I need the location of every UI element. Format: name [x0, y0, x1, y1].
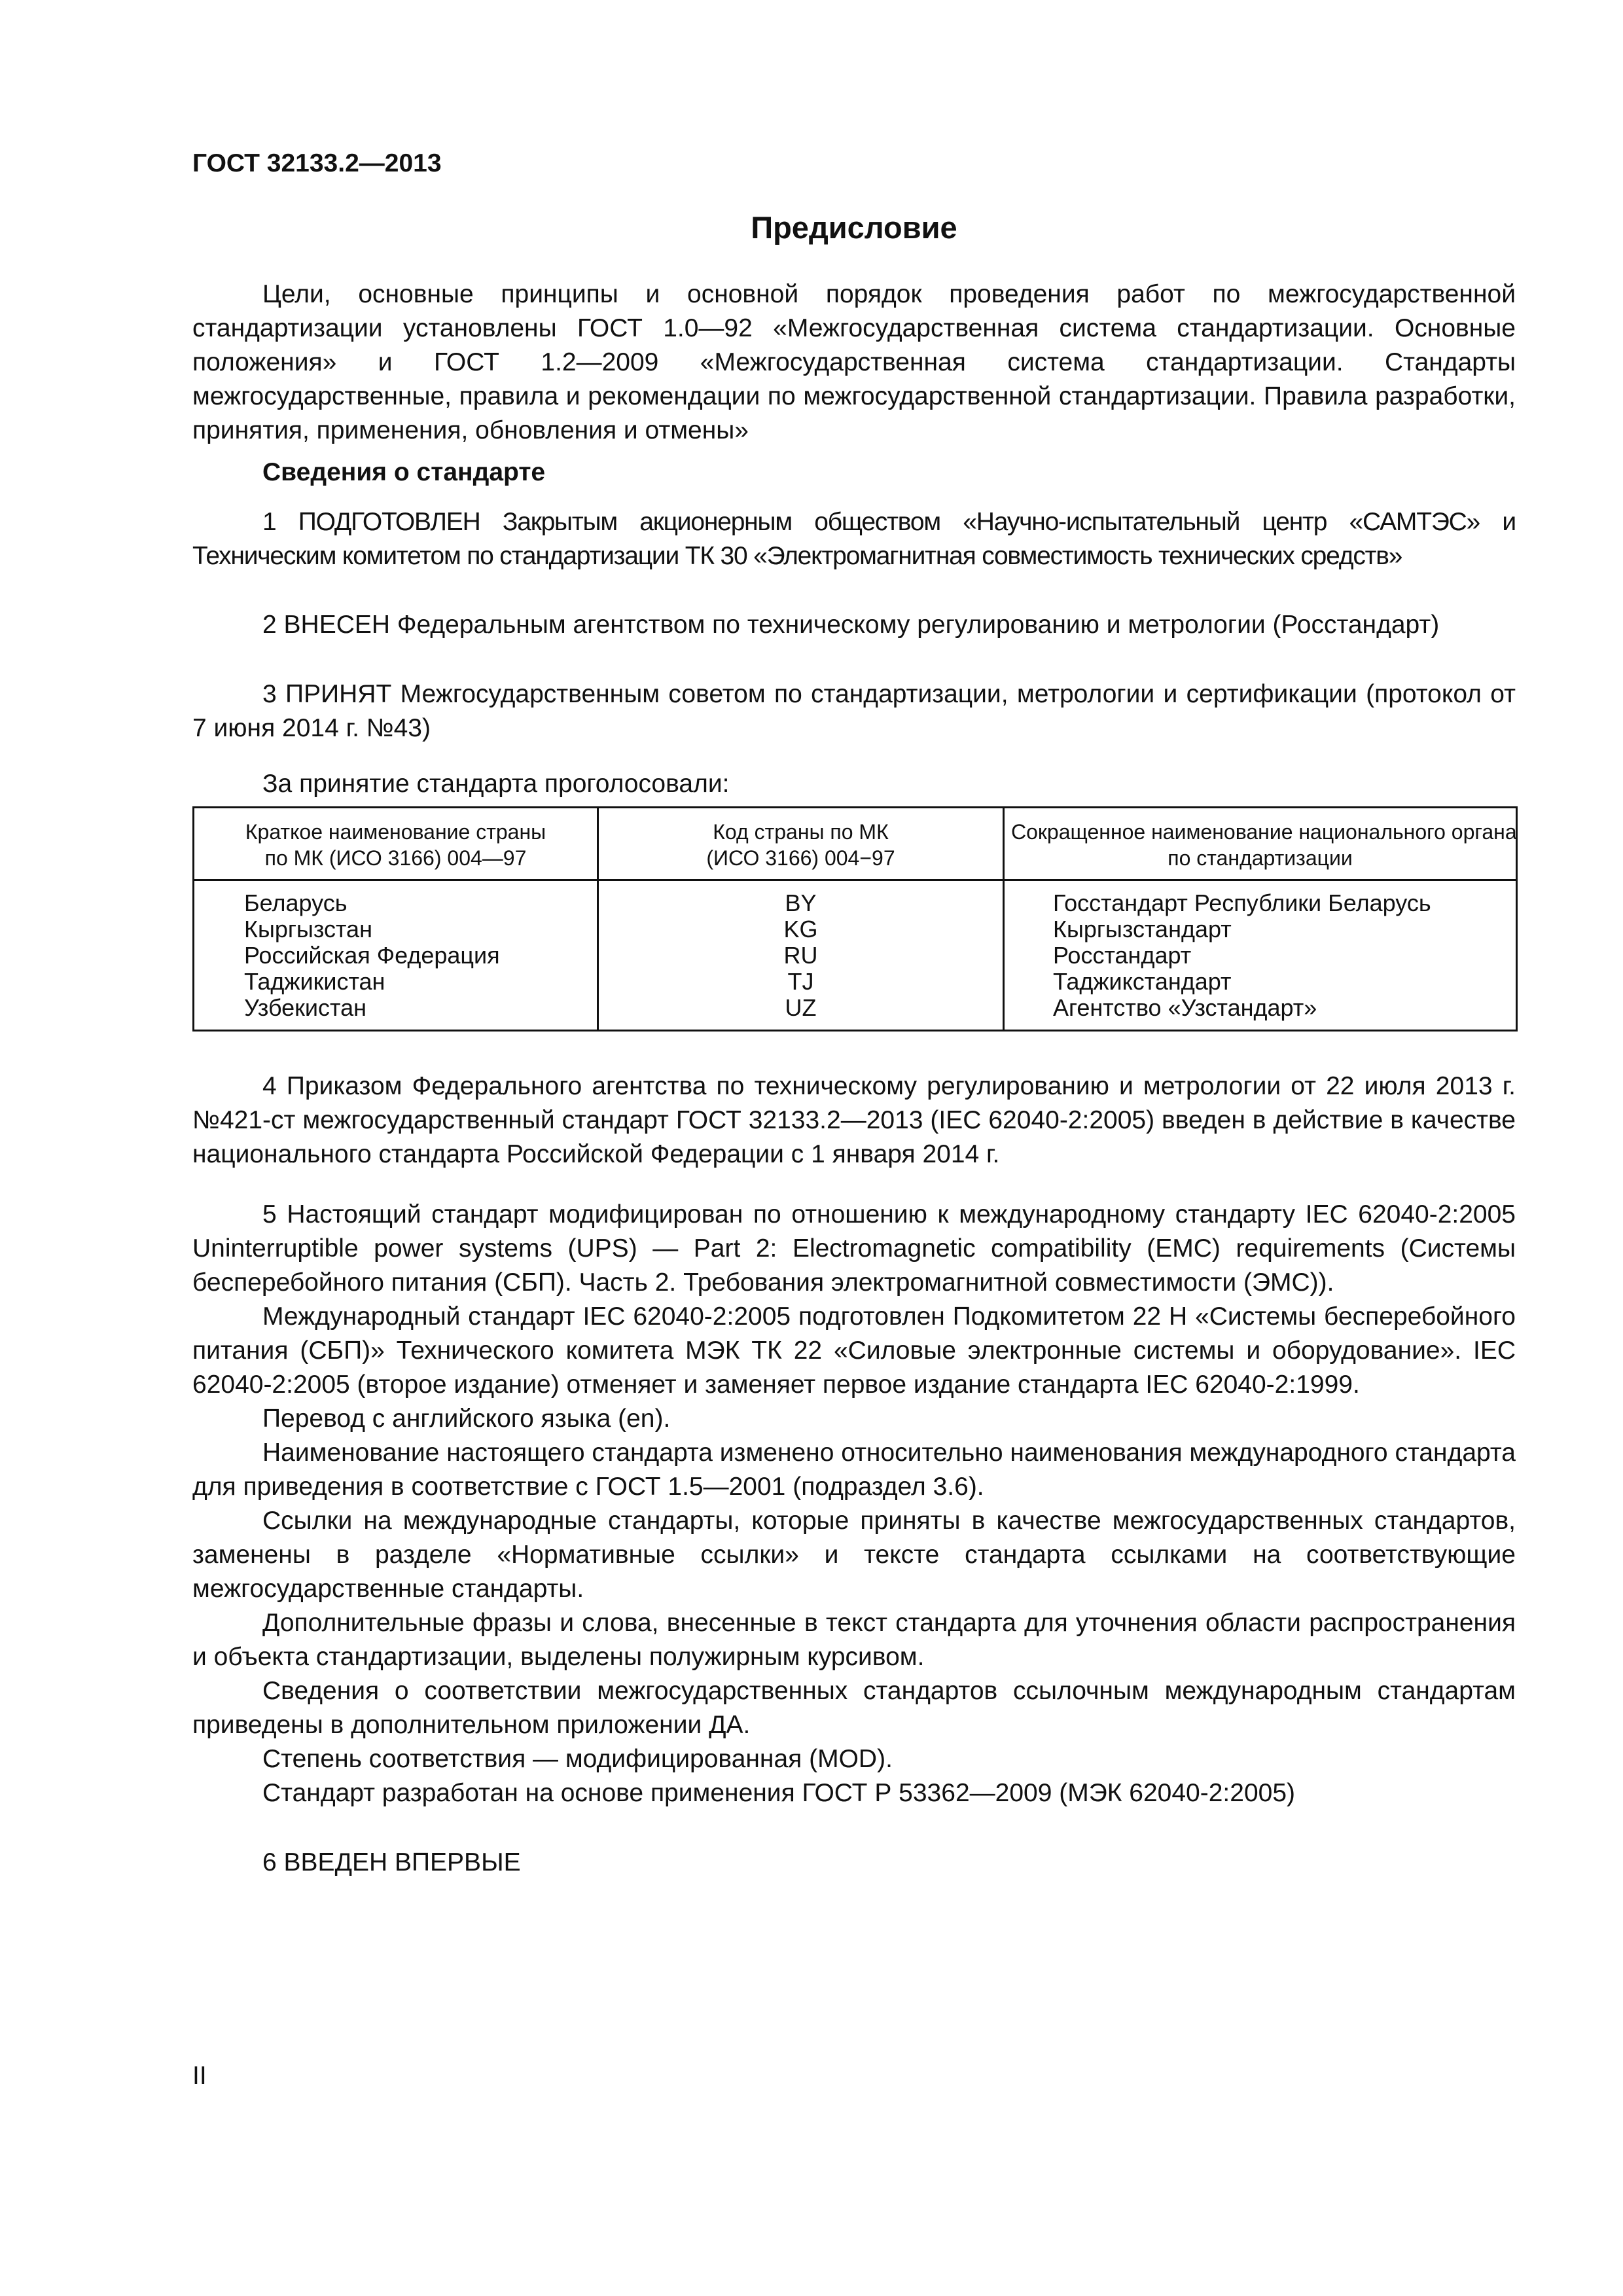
country-cell: Узбекистан: [244, 994, 367, 1021]
item-2-text: 2 ВНЕСЕН Федеральным агентством по техническому регулированию и метрологии (Росстандарт): [262, 611, 1440, 639]
code-cell: RU: [783, 942, 818, 969]
item-5-paragraph: Ссылки на международные стандарты, которые приняты в качестве межгосударственных стандартов, заменены в разделе «Нормативные ссылки» и тексте стандарта ссылками на соответствующие межгосударственные стандарты.: [192, 1507, 1516, 1603]
vote-intro: [192, 767, 1516, 801]
item-5: [192, 1198, 1516, 1810]
vote-intro-text: За принятие стандарта проголосовали:: [262, 770, 730, 798]
code-cell: UZ: [785, 994, 817, 1021]
item-3-text: 3 ПРИНЯТ Межгосударственным советом по стандартизации, метрологии и сертификации (протокол от 7 июня 2014 г. №43): [192, 680, 1516, 742]
code-column: [598, 880, 1004, 1031]
country-column: [194, 880, 598, 1031]
header-body: Сокращенное наименование национального органа по стандартизации: [1004, 808, 1517, 880]
code-cell: TJ: [787, 968, 814, 995]
item-5-paragraph: 5 Настоящий стандарт модифицирован по отношению к международному стандарту IEC 62040-2:2005 Uninterruptible power systems (UPS) — Part 2: Electromagnetic compatibility (EMC) requirements (Системы бесперебойного питания (СБП). Часть 2. Требования электромагнитной совместимости (ЭМС)).: [192, 1200, 1516, 1297]
item-3: [192, 677, 1516, 745]
item-6: [192, 1846, 1516, 1880]
country-cell: Таджикистан: [244, 968, 385, 995]
country-cell: Беларусь: [244, 889, 348, 916]
body-cell: Госстандарт Республики Беларусь: [1053, 889, 1431, 916]
item-5-paragraph: Международный стандарт IEC 62040-2:2005 подготовлен Подкомитетом 22 H «Системы бесперебойного питания (СБП)» Технического комитета МЭК ТК 22 «Силовые электронные системы и оборудование». IEC 62040-2:2005 (второе издание) отменяет и заменяет первое издание стандарта IEC 62040-2:1999.: [192, 1302, 1516, 1399]
body-cell: Кыргызстандарт: [1053, 916, 1232, 942]
item-6-text: 6 ВВЕДЕН ВПЕРВЫЕ: [262, 1848, 521, 1876]
code-cell: KG: [783, 916, 818, 942]
body-cell: Росстандарт: [1053, 942, 1192, 969]
page-title: Предисловие: [751, 210, 957, 245]
item-5-paragraph: Степень соответствия — модифицированная (MOD).: [262, 1745, 893, 1773]
item-5-paragraph: Стандарт разработан на основе применения ГОСТ Р 53362—2009 (МЭК 62040-2:2005): [262, 1779, 1295, 1807]
code-cell: BY: [785, 889, 817, 916]
item-2: [192, 608, 1516, 642]
info-heading: Сведения о стандарте: [262, 458, 546, 486]
voting-table: [192, 806, 1518, 1031]
item-5-paragraph: Сведения о соответствии межгосударственных стандартов ссылочным международным стандартам приведены в дополнительном приложении ДА.: [192, 1677, 1516, 1739]
item-1-text: 1 ПОДГОТОВЛЕН Закрытым акционерным обществом «Научно-испытательный центр «САМТЭС» и Техническим комитетом по стандартизации ТК 30 «Электромагнитная совместимость технических средств»: [192, 508, 1516, 570]
table-row: [194, 880, 1517, 1031]
country-cell: Кыргызстан: [244, 916, 372, 942]
item-1: [192, 505, 1516, 573]
item-4: [192, 1069, 1516, 1172]
item-5-paragraph: Наименование настоящего стандарта изменено относительно наименования международного стандарта для приведения в соответствие с ГОСТ 1.5—2001 (подраздел 3.6).: [192, 1439, 1516, 1501]
header-country: Краткое наименование страны по МК (ИСО 3166) 004—97: [194, 808, 598, 880]
item-4-text: 4 Приказом Федерального агентства по техническому регулированию и метрологии от 22 июля 2013 г. №421-ст межгосударственный стандарт ГОСТ 32133.2—2013 (IEC 62040-2:2005) введен в действие в качестве национального стандарта Российской Федерации с 1 января 2014 г.: [192, 1072, 1516, 1168]
body-cell: Агентство «Узстандарт»: [1053, 994, 1317, 1021]
body-column: [1004, 880, 1517, 1031]
item-5-paragraph: Перевод с английского языка (en).: [262, 1405, 671, 1433]
header-code: Код страны по МК (ИСО 3166) 004−97: [598, 808, 1004, 880]
intro-paragraph: Цели, основные принципы и основной порядок проведения работ по межгосударственной стандартизации установлены ГОСТ 1.0—92 «Межгосударственная система стандартизации. Основные положения» и ГОСТ 1.2—2009 «Межгосударственная система стандартизации. Стандарты межгосударственные, правила и рекомендации по межгосударственной стандартизации. Правила разработки, принятия, применения, обновления и отмены»: [192, 280, 1516, 444]
country-cell: Российская Федерация: [244, 942, 500, 969]
table-header-row: [194, 808, 1517, 880]
document-code: ГОСТ 32133.2—2013: [192, 149, 442, 177]
body-cell: Таджикстандарт: [1053, 968, 1232, 995]
page-number: II: [192, 2062, 207, 2090]
intro-section: [192, 278, 1516, 448]
item-5-paragraph: Дополнительные фразы и слова, внесенные в текст стандарта для уточнения области распространения и объекта стандартизации, выделены полужирным курсивом.: [192, 1609, 1516, 1671]
